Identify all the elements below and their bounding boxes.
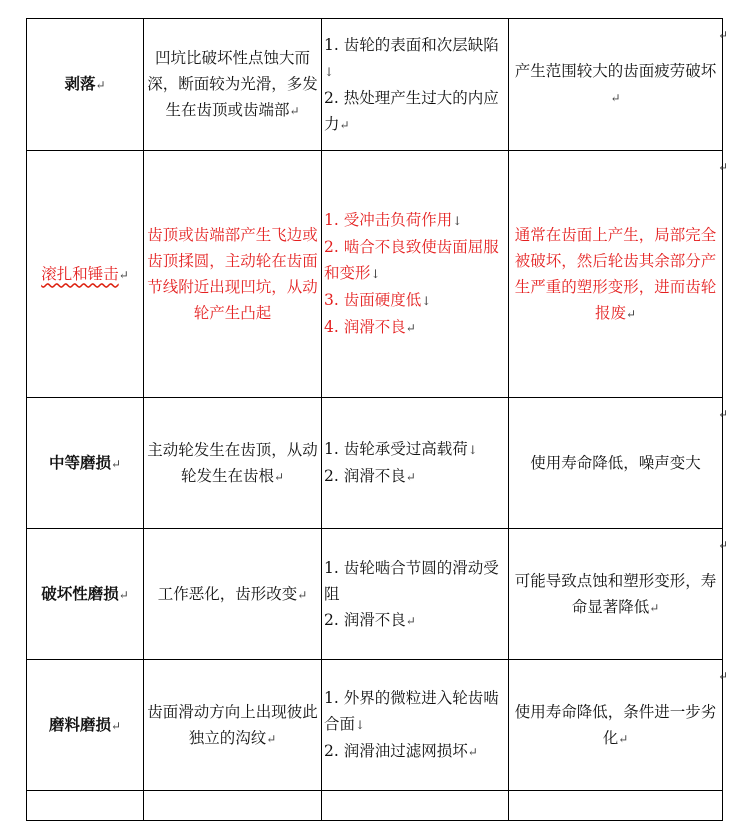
gear-failure-table bbox=[26, 18, 723, 821]
description-cell[interactable] bbox=[144, 398, 322, 529]
cause-item: 1. 受冲击负荷作用↓ bbox=[324, 211, 463, 229]
table-row bbox=[27, 529, 723, 660]
result-cell[interactable] bbox=[509, 19, 723, 151]
cause-item: 1. 齿轮承受过高载荷↓ bbox=[324, 440, 478, 458]
cause-item: 2. 润滑不良↵ bbox=[324, 467, 416, 485]
cause-item: 2. 润滑不良↵ bbox=[324, 610, 416, 629]
failure-result: 使用寿命降低，条件进一步劣化 bbox=[514, 702, 717, 747]
failure-description: 齿顶或齿端部产生飞边或齿顶揉圆，主动轮在齿面节线附近出现凹坑，从动轮产生凸起 bbox=[147, 226, 318, 322]
paragraph-mark: ↵ bbox=[118, 587, 129, 602]
paragraph-mark: ↵ bbox=[625, 306, 637, 321]
failure-name-cell[interactable] bbox=[27, 398, 144, 529]
cause-item: 1. 外界的微粒进入轮齿啮合面↓ bbox=[324, 689, 499, 733]
paragraph-mark: ↵ bbox=[610, 91, 621, 105]
paragraph-mark: ↵ bbox=[289, 104, 300, 118]
cause-item: 2. 啮合不良致使齿面屈服和变形↓ bbox=[324, 238, 499, 282]
empty-cell[interactable] bbox=[27, 791, 144, 821]
row-end-mark: ↵ bbox=[718, 160, 729, 174]
failure-name: 剥落 bbox=[64, 74, 96, 93]
cause-item: 3. 齿面硬度低↓ bbox=[324, 291, 432, 309]
causes-cell[interactable] bbox=[322, 398, 509, 529]
failure-description: 主动轮发生在齿顶，从动轮发生在齿根 bbox=[147, 440, 318, 485]
description-cell[interactable] bbox=[144, 529, 322, 660]
causes-cell[interactable] bbox=[322, 19, 509, 151]
paragraph-mark: ↵ bbox=[95, 78, 106, 92]
failure-name: 中等磨损 bbox=[48, 452, 111, 472]
empty-cell[interactable] bbox=[144, 791, 322, 821]
description-cell[interactable] bbox=[144, 660, 322, 791]
failure-name: 滚扎和锤击 bbox=[41, 264, 119, 283]
failure-result: 使用寿命降低，噪声变大 bbox=[530, 454, 701, 472]
paragraph-mark: ↵ bbox=[266, 731, 277, 746]
table-row bbox=[27, 151, 723, 398]
failure-name-cell[interactable] bbox=[27, 19, 144, 151]
causes-cell[interactable] bbox=[322, 660, 509, 791]
table-row bbox=[27, 19, 723, 151]
failure-name-cell[interactable] bbox=[27, 529, 144, 660]
failure-description: 工作恶化，齿形改变 bbox=[157, 584, 298, 603]
failure-name: 破坏性磨损 bbox=[41, 583, 119, 603]
table-row bbox=[27, 398, 723, 529]
row-end-mark: ↵ bbox=[718, 669, 729, 683]
causes-cell[interactable] bbox=[322, 529, 509, 660]
paragraph-mark: ↵ bbox=[273, 469, 285, 484]
paragraph-mark: ↵ bbox=[297, 587, 308, 602]
result-cell[interactable] bbox=[509, 151, 723, 398]
result-cell[interactable] bbox=[509, 660, 723, 791]
paragraph-mark: ↵ bbox=[649, 600, 660, 615]
table-row bbox=[27, 660, 723, 791]
failure-description: 齿面滑动方向上出现彼此独立的沟纹 bbox=[147, 702, 318, 747]
failure-description: 凹坑比破坏性点蚀大而深，断面较为光滑，多发生在齿顶或齿端部 bbox=[147, 49, 318, 119]
failure-name-cell[interactable] bbox=[27, 660, 144, 791]
paragraph-mark: ↵ bbox=[110, 718, 122, 733]
cause-item: 1. 齿轮啮合节圆的滑动受阻 bbox=[324, 558, 499, 603]
causes-cell[interactable] bbox=[322, 151, 509, 398]
failure-result: 产生范围较大的齿面疲劳破坏 bbox=[514, 62, 717, 80]
row-end-mark: ↵ bbox=[718, 407, 729, 421]
empty-cell[interactable] bbox=[509, 791, 723, 821]
cause-item: 4. 润滑不良↵ bbox=[324, 318, 416, 336]
cause-item: 1. 齿轮的表面和次层缺陷↓ bbox=[324, 35, 499, 79]
cause-item: 2. 热处理产生过大的内应力↵ bbox=[324, 88, 499, 133]
failure-name-cell[interactable] bbox=[27, 151, 144, 398]
description-cell[interactable] bbox=[144, 151, 322, 398]
failure-name: 磨料磨损 bbox=[48, 714, 111, 734]
empty-cell[interactable] bbox=[322, 791, 509, 821]
row-end-mark: ↵ bbox=[718, 28, 729, 42]
table-row bbox=[27, 791, 723, 821]
paragraph-mark: ↵ bbox=[110, 456, 122, 471]
paragraph-mark: ↵ bbox=[118, 267, 129, 282]
cause-item: 2. 润滑油过滤网损坏↵ bbox=[324, 742, 478, 760]
paragraph-mark: ↵ bbox=[618, 731, 629, 746]
result-cell[interactable] bbox=[509, 398, 723, 529]
description-cell[interactable] bbox=[144, 19, 322, 151]
failure-result: 可能导致点蚀和塑形变形，寿命显著降低 bbox=[514, 571, 717, 616]
row-end-mark: ↵ bbox=[718, 538, 729, 552]
failure-result: 通常在齿面上产生，局部完全被破坏，然后轮齿其余部分产生严重的塑形变形，进而齿轮报废 bbox=[514, 225, 717, 322]
result-cell[interactable] bbox=[509, 529, 723, 660]
